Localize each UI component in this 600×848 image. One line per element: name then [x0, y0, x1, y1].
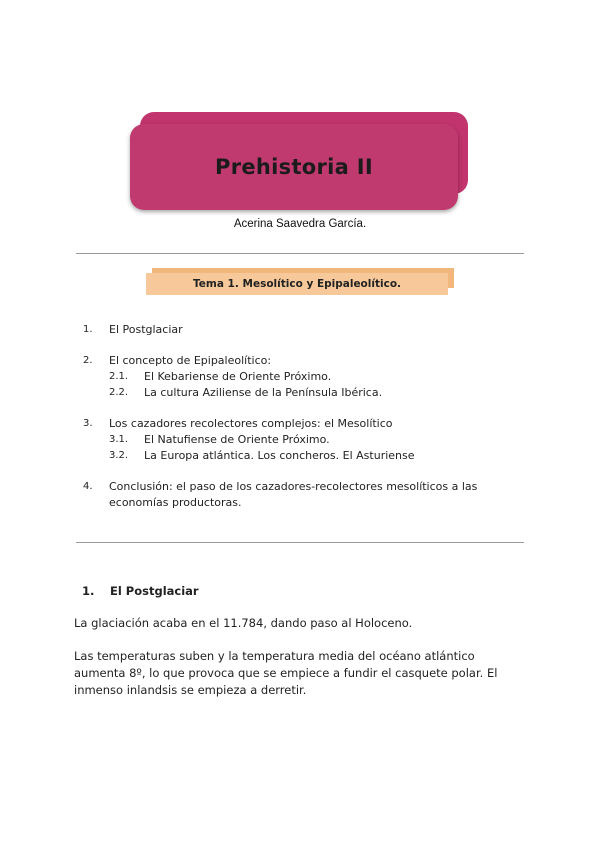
- toc-sublabel: El Natufiense de Oriente Próximo.: [144, 433, 330, 446]
- toc-sublabel: La Europa atlántica. Los concheros. El Asturiense: [144, 449, 415, 462]
- toc-subitem: [109, 369, 520, 385]
- title-banner-box: [130, 124, 458, 210]
- toc-label: Los cazadores recolectores complejos: el Mesolítico: [109, 417, 393, 430]
- toc-subitem: [109, 448, 520, 464]
- section-title: El Postglaciar: [110, 584, 199, 598]
- theme-title: Tema 1. Mesolítico y Epipaleolítico.: [192, 278, 402, 290]
- toc-item: [80, 479, 520, 511]
- table-of-contents: [80, 322, 520, 526]
- toc-number: 2.: [83, 355, 93, 366]
- toc-label: El concepto de Epipaleolítico:: [109, 354, 272, 367]
- toc-sublabel: La cultura Aziliense de la Península Ibérica.: [144, 386, 383, 399]
- toc-subitem: [109, 432, 520, 448]
- toc-subnumber: 3.1.: [109, 434, 129, 445]
- toc-item: [80, 416, 520, 464]
- divider-bottom: [76, 542, 524, 543]
- toc-label: Conclusión: el paso de los cazadores-recolectores mesolíticos a las economías productoras.: [109, 480, 478, 509]
- toc-subnumber: 2.2.: [109, 387, 129, 398]
- paragraph: Las temperaturas suben y la temperatura media del océano atlántico aumenta 8º, lo que provoca que se empiece a fundir el casquete polar. El inmenso inlandsis se empieza a derretir.: [74, 649, 498, 697]
- author-name: Acerina Saavedra García.: [233, 218, 367, 230]
- toc-number: 1.: [83, 324, 93, 335]
- section-number: 1.: [82, 584, 95, 598]
- title-banner: [130, 112, 470, 212]
- toc-label: El Postglaciar: [109, 323, 183, 336]
- toc-item: [80, 322, 520, 338]
- toc-number: 4.: [83, 481, 93, 492]
- toc-sublabel: El Kebariense de Oriente Próximo.: [144, 370, 332, 383]
- document-title: Prehistoria II: [215, 155, 373, 179]
- toc-subitem: [109, 385, 520, 401]
- theme-banner-box: [146, 273, 448, 295]
- toc-item: [80, 353, 520, 401]
- toc-subnumber: 2.1.: [109, 371, 129, 382]
- toc-subnumber: 3.2.: [109, 450, 129, 461]
- divider-top: [76, 253, 524, 254]
- theme-banner: [146, 268, 456, 298]
- paragraph: La glaciación acaba en el 11.784, dando paso al Holoceno.: [74, 616, 413, 630]
- section-heading: [82, 584, 199, 598]
- toc-number: 3.: [83, 418, 93, 429]
